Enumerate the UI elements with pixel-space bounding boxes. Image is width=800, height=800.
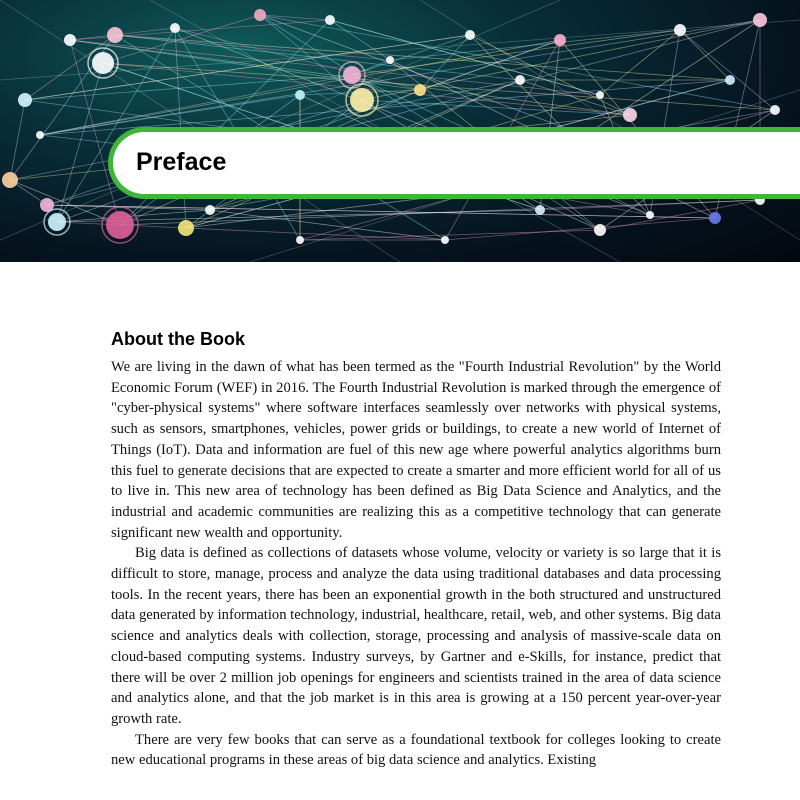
network-line xyxy=(120,200,760,225)
network-line xyxy=(57,63,103,222)
network-node xyxy=(48,213,66,231)
network-node xyxy=(106,211,134,239)
network-node xyxy=(386,56,394,64)
network-node xyxy=(465,30,475,40)
network-node xyxy=(441,236,449,244)
network-node xyxy=(515,75,525,85)
network-node xyxy=(414,84,426,96)
network-node xyxy=(770,105,780,115)
network-line xyxy=(680,30,775,110)
network-node xyxy=(725,75,735,85)
section-heading: About the Book xyxy=(111,329,245,349)
network-node xyxy=(18,93,32,107)
network-node xyxy=(343,66,361,84)
body-text xyxy=(111,357,721,771)
network-line xyxy=(40,75,352,135)
network-node xyxy=(36,131,44,139)
network-node xyxy=(554,34,566,46)
network-node xyxy=(178,220,194,236)
network-node xyxy=(92,52,114,74)
network-node xyxy=(325,15,335,25)
network-node xyxy=(709,212,721,224)
network-node xyxy=(2,172,18,188)
network-line xyxy=(0,0,560,240)
network-node xyxy=(646,211,654,219)
network-node xyxy=(64,34,76,46)
network-node xyxy=(674,24,686,36)
network-node xyxy=(350,88,374,112)
network-node xyxy=(295,90,305,100)
paragraph-2: Big data is defined as collections of datasets whose volume, velocity or variety is so large that it is difficult to store, manage, process and analyze the data using traditional databases and data processing tools. In the recent years, there has been an exponential growth in the both structured and unstructured data generated by information technology, industrial, healthcare, retail, web, and other systems. Big data science and analytics deals with collection, storage, processing and analysis of massive-scale data on cloud-based computing systems. Industry surveys, by Gartner and e-Skills, for instance, predict that there will be over 2 million job openings for engineers and scientists trained in the area of data science and analytics alone, and that the job market is in this area is growing at a 150 percent year-over-year growth rate. xyxy=(111,545,721,727)
network-node xyxy=(623,108,637,122)
network-line xyxy=(420,0,800,240)
network-node xyxy=(170,23,180,33)
network-node xyxy=(594,224,606,236)
network-node xyxy=(107,27,123,43)
chapter-title: Preface xyxy=(136,148,227,176)
network-node xyxy=(296,236,304,244)
network-line xyxy=(10,100,25,180)
network-node xyxy=(205,205,215,215)
paragraph-1: We are living in the dawn of what has been termed as the "Fourth Industrial Revolution" by the World Economic Forum (WEF) in 2016. The Fourth Industrial Revolution is marked through the emergence of "cyber-physical systems" where software interfaces seamlessly over networks with physical systems, such as sensors, smartphones, vehicles, power grids or buildings, to create a new world of Internet of Things (IoT). Data and information are fuel of this new age where powerful analytics algorithms burn this fuel to generate decisions that are expected to create a smarter and more efficient world for all of us to live in. This new area of technology has been defined as Big Data Science and Analytics, and the industrial and academic communities are realizing this as a competitive technology that can generate significant new wealth and opportunity. xyxy=(111,359,721,541)
network-node xyxy=(535,205,545,215)
paragraph-3: There are very few books that can serve as a foundational textbook for colleges looking to create new educational programs in these areas of big data science and analytics. Existing xyxy=(111,731,721,769)
network-node xyxy=(254,9,266,21)
network-line xyxy=(680,30,730,80)
network-node xyxy=(753,13,767,27)
network-node xyxy=(596,91,604,99)
